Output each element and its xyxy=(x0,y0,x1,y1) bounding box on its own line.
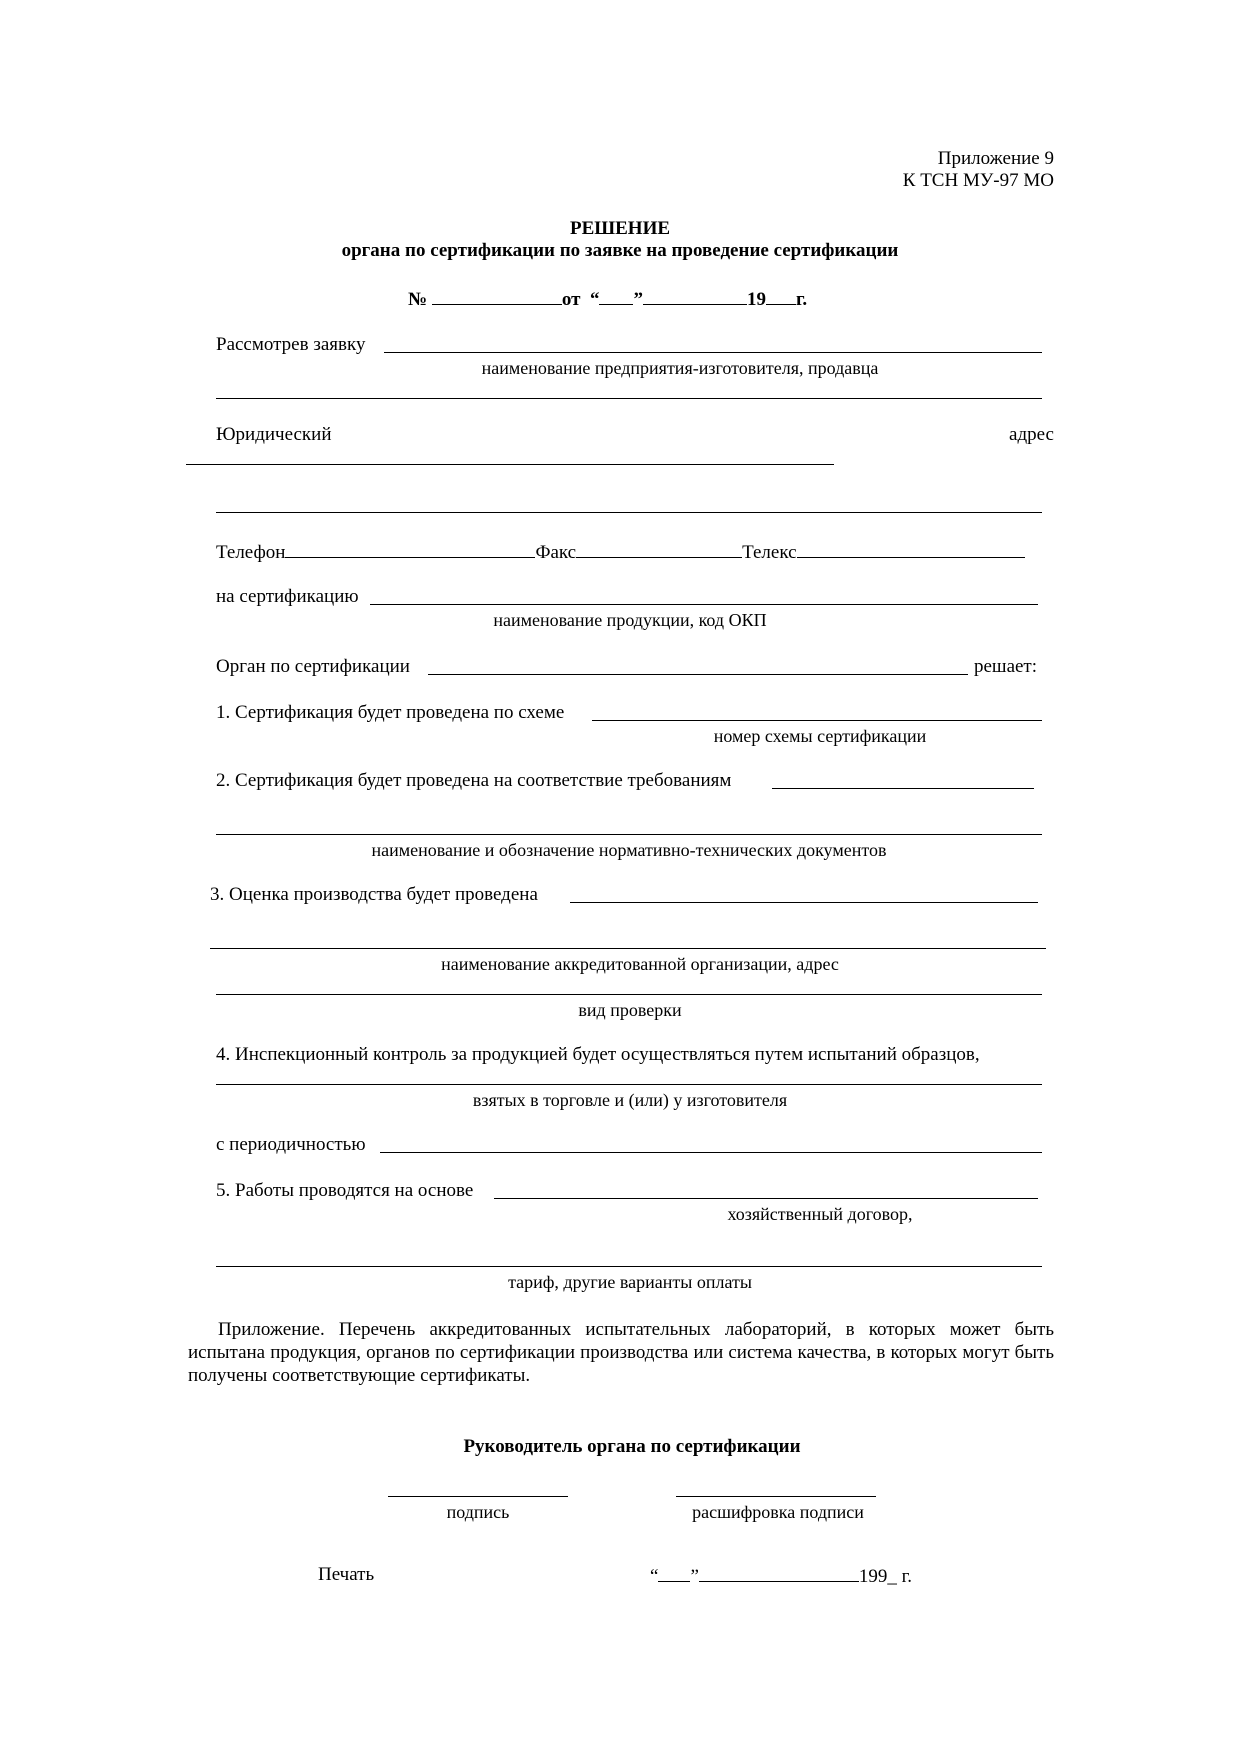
item-2: 2. Сертификация будет проведена на соответствие требованиям xyxy=(216,770,732,791)
basis-hint: хозяйственный договор, xyxy=(727,1204,913,1224)
address-label: адрес xyxy=(1009,424,1054,445)
requirements-line-2[interactable] xyxy=(216,834,1042,835)
year-prefix: 19 xyxy=(746,289,766,310)
quote-open: “ xyxy=(589,289,600,310)
item-3: 3. Оценка производства будет проведена xyxy=(210,884,538,905)
organization-line[interactable] xyxy=(210,948,1046,949)
document-subtitle: органа по сертификации по заявке на проведение сертификации xyxy=(341,240,899,261)
year-suffix: г. xyxy=(795,289,808,310)
telex-field[interactable] xyxy=(797,540,1025,558)
item-1: 1. Сертификация будет проведена по схеме xyxy=(216,702,565,723)
date-quote-close: ” xyxy=(690,1566,699,1587)
body-label: Орган по сертификации xyxy=(216,656,410,677)
address-line-2[interactable] xyxy=(216,512,1042,513)
fax-label: Факс xyxy=(535,542,577,563)
requirements-line[interactable] xyxy=(772,788,1034,789)
signature-decode-label: расшифровка подписи xyxy=(692,1502,864,1522)
reference-label: К ТСН МУ-97 МО xyxy=(902,170,1054,191)
for-cert-label: на сертификацию xyxy=(216,586,359,607)
year-field[interactable] xyxy=(766,287,796,305)
month-field[interactable] xyxy=(643,287,747,305)
applicant-line-2[interactable] xyxy=(216,398,1042,399)
signature-date xyxy=(650,1564,912,1588)
from-label: от xyxy=(561,289,581,310)
assessment-line[interactable] xyxy=(570,902,1038,903)
applicant-hint: наименование предприятия-изготовителя, продавца xyxy=(481,358,879,378)
scheme-hint: номер схемы сертификации xyxy=(713,726,927,746)
phone-field[interactable] xyxy=(285,540,535,558)
date-month-field[interactable] xyxy=(699,1564,859,1582)
requirements-hint: наименование и обозначение нормативно-технических документов xyxy=(371,840,887,860)
quote-close: ” xyxy=(633,289,643,310)
check-type-line[interactable] xyxy=(216,994,1042,995)
payment-line[interactable] xyxy=(216,1266,1042,1267)
telex-label: Телекс xyxy=(742,542,797,563)
phone-label: Телефон xyxy=(216,542,286,563)
appendix-note: Приложение. Перечень аккредитованных испытательных лабораторий, в которых может быть испытана продукция, органов по сертификации производства или система качества, в которых могут быть получены соответствующие сертификаты. xyxy=(188,1319,1054,1386)
samples-hint: взятых в торговле и (или) у изготовителя xyxy=(472,1090,788,1110)
legal-label: Юридический xyxy=(216,424,332,445)
body-line[interactable] xyxy=(428,674,968,675)
periodicity-line[interactable] xyxy=(380,1152,1042,1153)
applicant-line[interactable] xyxy=(384,352,1042,353)
product-hint: наименование продукции, код ОКП xyxy=(493,610,767,630)
number-field[interactable] xyxy=(432,287,562,305)
address-line[interactable] xyxy=(186,464,834,465)
day-field[interactable] xyxy=(599,287,633,305)
organization-hint: наименование аккредитованной организации, адрес xyxy=(441,954,839,974)
signature-line[interactable] xyxy=(388,1496,568,1497)
contacts-line xyxy=(216,540,1025,564)
item-4: 4. Инспекционный контроль за продукцией будет осуществляться путем испытаний образцов, xyxy=(216,1044,980,1065)
signature-decode-line[interactable] xyxy=(676,1496,876,1497)
payment-hint: тариф, другие варианты оплаты xyxy=(508,1272,752,1292)
periodicity-label: с периодичностью xyxy=(216,1134,366,1155)
document-title: РЕШЕНИЕ xyxy=(569,218,671,239)
decides-label: решает: xyxy=(974,656,1038,677)
date-day-field[interactable] xyxy=(658,1564,690,1582)
head-of-body-label: Руководитель органа по сертификации xyxy=(463,1436,801,1457)
fax-field[interactable] xyxy=(576,540,742,558)
basis-line[interactable] xyxy=(494,1198,1038,1199)
appendix-label: Приложение 9 xyxy=(937,148,1054,169)
seal-label: Печать xyxy=(318,1564,375,1585)
date-quote-open: “ xyxy=(650,1566,659,1587)
scheme-line[interactable] xyxy=(592,720,1042,721)
item-5: 5. Работы проводятся на основе xyxy=(216,1180,474,1201)
samples-line[interactable] xyxy=(216,1084,1042,1085)
number-line xyxy=(408,287,807,311)
signature-label: подпись xyxy=(446,1502,510,1522)
reviewed-label: Рассмотрев заявку xyxy=(216,334,366,355)
check-type-hint: вид проверки xyxy=(578,1000,682,1020)
number-sign: № xyxy=(408,289,428,310)
product-line[interactable] xyxy=(370,604,1038,605)
date-year: 199_ г. xyxy=(858,1566,913,1587)
